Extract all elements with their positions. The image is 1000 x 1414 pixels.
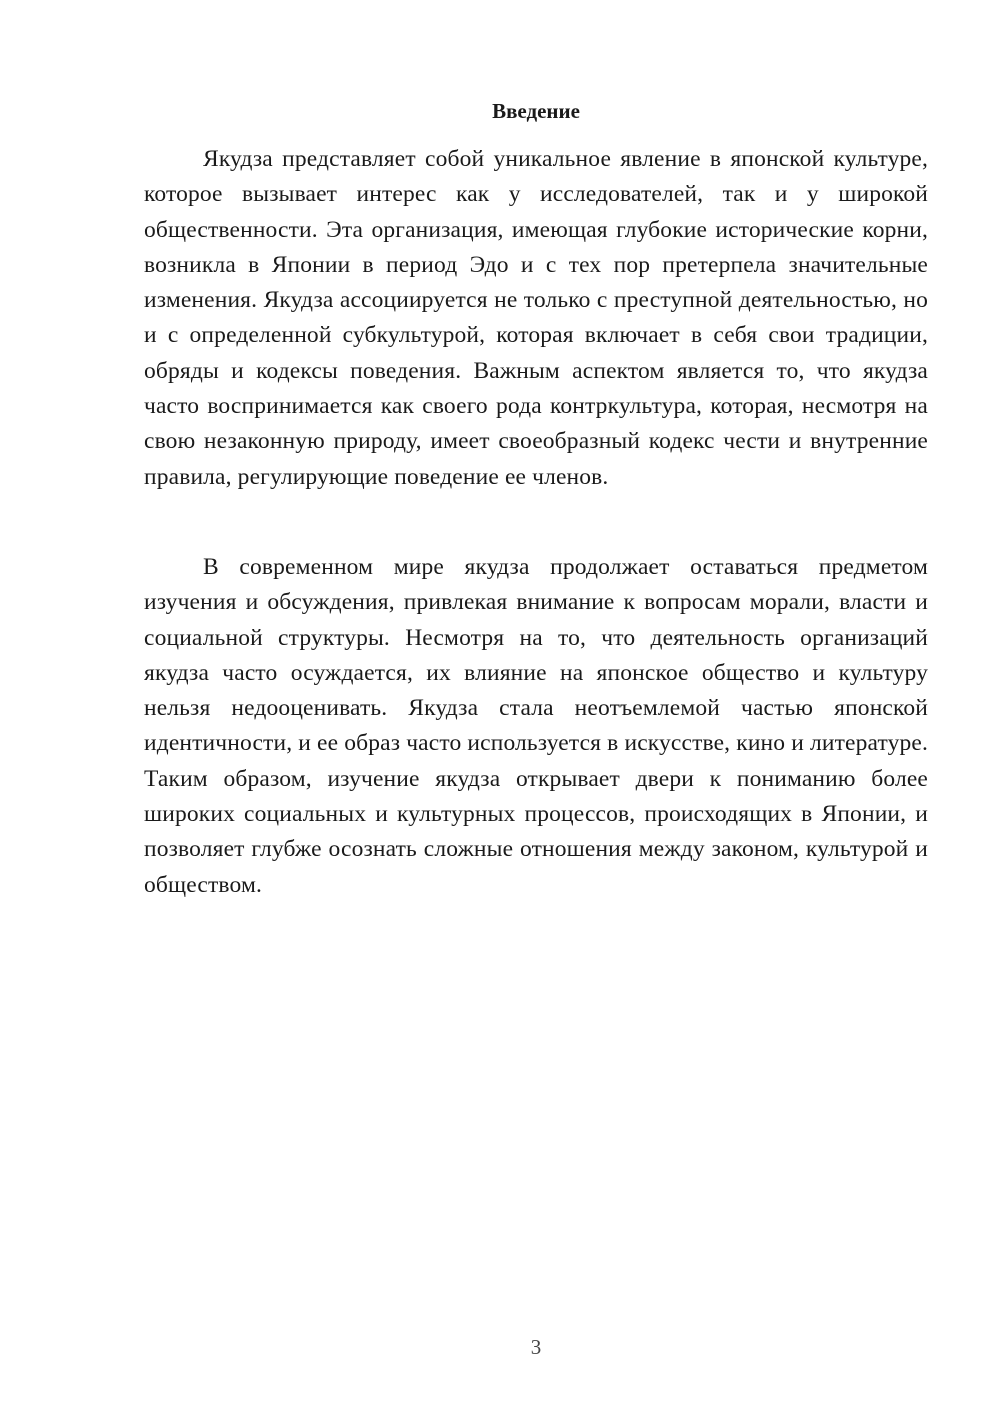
section-heading: Введение — [492, 99, 580, 123]
body-paragraph-1: Якудза представляет собой уникальное явление в японской культуре, которое вызывает интерес как у исследователей, так и у широкой общественности. Эта организация, имеющая глубокие исторические корни, возникла в Японии в период Эдо и с тех пор претерпела значительные изменения. Якудза ассоциируется не только с преступной деятельностью, но и с определенной субкультурой, которая включает в себя свои традиции, обряды и кодексы поведения. Важным аспектом является то, что якудза часто воспринимается как своего рода контркультура, которая, несмотря на свою незаконную природу, имеет своеобразный кодекс чести и внутренние правила, регулирующие поведение ее членов. — [144, 146, 928, 490]
body-paragraph-2: В современном мире якудза продолжает оставаться предметом изучения и обсуждения, привлекая внимание к вопросам морали, власти и социальной структуры. Несмотря на то, что деятельность организаций якудза часто осуждается, их влияние на японское общество и культуру нельзя недооценивать. Якудза стала неотъемлемой частью японской идентичности, и ее образ часто используется в искусстве, кино и литературе. Таким образом, изучение якудза открывает двери к пониманию более широких социальных и культурных процессов, происходящих в Японии, и позволяет глубже осознать сложные отношения между законом, культурой и обществом. — [144, 554, 928, 898]
page-number: 3 — [530, 1335, 542, 1359]
